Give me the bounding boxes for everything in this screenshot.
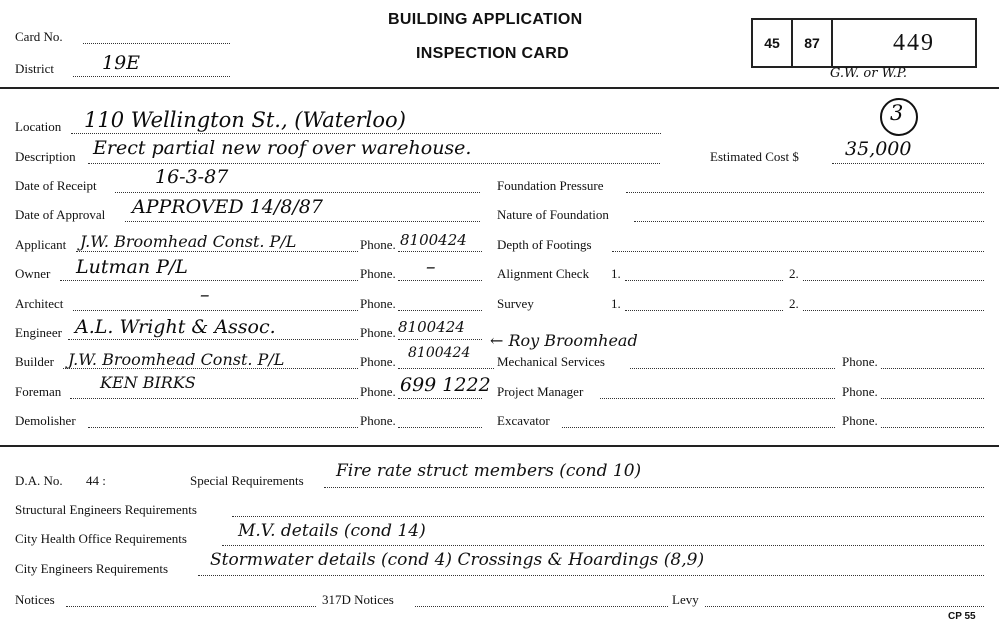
survey-line-2 — [803, 310, 984, 311]
foreman-line — [70, 398, 358, 399]
applicant-phone-line — [398, 251, 482, 252]
special-requirements-line — [324, 487, 984, 488]
notices-317d-label: 317D Notices — [322, 592, 394, 607]
engineer-line — [68, 339, 358, 340]
structural-engineers-line — [232, 516, 984, 517]
excavator-phone-label: Phone. — [842, 413, 878, 428]
owner-value: Lutman P/L — [76, 256, 188, 278]
engineer-value: A.L. Wright & Assoc. — [75, 316, 276, 338]
estimated-cost-value: 35,000 — [845, 138, 912, 160]
foundation-pressure-label: Foundation Pressure — [497, 178, 604, 193]
title-line2: INSPECTION CARD — [416, 45, 569, 62]
city-engineers-value: Stormwater details (cond 4) Crossings & Hoardings (8,9) — [210, 550, 705, 570]
foreman-phone-label: Phone. — [360, 384, 396, 399]
applicant-value: J.W. Broomhead Const. P/L — [80, 232, 297, 251]
city-health-label: City Health Office Requirements — [15, 531, 187, 546]
builder-value: J.W. Broomhead Const. P/L — [68, 350, 285, 369]
arrow-left-icon: ← — [490, 331, 504, 350]
city-health-value: M.V. details (cond 14) — [238, 521, 426, 541]
applicant-phone-label: Phone. — [360, 237, 396, 252]
owner-line — [60, 280, 358, 281]
foreman-value: KEN BIRKS — [100, 373, 196, 392]
survey-1: 1. — [611, 296, 621, 311]
builder-phone-label: Phone. — [360, 354, 396, 369]
architect-line — [73, 310, 358, 311]
notices-line — [66, 606, 316, 607]
demolisher-phone-label: Phone. — [360, 413, 396, 428]
location-label: Location — [15, 119, 62, 134]
special-requirements-label: Special Requirements — [190, 473, 304, 488]
excavator-line — [562, 427, 835, 428]
district-line — [73, 76, 230, 77]
alignment-check-2: 2. — [789, 266, 799, 281]
alignment-check-line-2 — [803, 280, 984, 281]
form-code: CP 55 — [948, 611, 976, 622]
builder-note — [490, 331, 638, 350]
notices-317d-line — [415, 606, 668, 607]
description-label: Description — [15, 149, 76, 164]
builder-label: Builder — [15, 354, 54, 369]
box-number: 449 — [893, 30, 935, 56]
demolisher-phone-line — [398, 427, 482, 428]
architect-value: – — [200, 284, 210, 306]
architect-phone-label: Phone. — [360, 296, 396, 311]
structural-engineers-label: Structural Engineers Requirements — [15, 502, 197, 517]
city-engineers-label: City Engineers Requirements — [15, 561, 169, 576]
da-no-label: D.A. No. — [15, 473, 63, 488]
estimated-cost-line — [832, 163, 984, 164]
mechanical-services-phone-line — [881, 368, 984, 369]
levy-label: Levy — [672, 592, 699, 607]
architect-phone-line — [398, 310, 482, 311]
architect-label: Architect — [15, 296, 64, 311]
city-health-line — [222, 545, 984, 546]
circled-number-value: 3 — [890, 101, 904, 125]
notices-label: Notices — [15, 592, 55, 607]
survey-line-1 — [625, 310, 783, 311]
title-line1: BUILDING APPLICATION — [388, 11, 583, 28]
card-no-label: Card No. — [15, 29, 63, 44]
mechanical-services-line — [630, 368, 835, 369]
nature-of-foundation-line — [634, 221, 984, 222]
alignment-check-label: Alignment Check — [497, 266, 590, 281]
builder-note-text: Roy Broomhead — [508, 331, 638, 350]
special-requirements-value: Fire rate struct members (cond 10) — [336, 461, 642, 481]
owner-phone-line — [398, 280, 482, 281]
engineer-phone-value: 8100424 — [398, 318, 465, 336]
nature-of-foundation-label: Nature of Foundation — [497, 207, 609, 222]
alignment-check-1: 1. — [611, 266, 621, 281]
levy-line — [705, 606, 984, 607]
card-number-box — [751, 18, 977, 68]
owner-label: Owner — [15, 266, 51, 281]
foreman-phone-value: 699 1222 — [400, 374, 491, 396]
project-manager-line — [600, 398, 835, 399]
demolisher-line — [88, 427, 358, 428]
date-of-receipt-line — [115, 192, 480, 193]
district-label: District — [15, 61, 54, 76]
date-of-receipt-label: Date of Receipt — [15, 178, 97, 193]
main-rule — [0, 445, 999, 447]
date-of-receipt-value: 16-3-87 — [155, 166, 229, 188]
depth-of-footings-line — [612, 251, 984, 252]
project-manager-phone-line — [881, 398, 984, 399]
builder-phone-value: 8100424 — [408, 345, 471, 361]
card-no-line — [83, 43, 230, 44]
foundation-pressure-line — [626, 192, 984, 193]
date-of-approval-label: Date of Approval — [15, 207, 106, 222]
city-engineers-line — [198, 575, 984, 576]
box-a: 45 — [753, 20, 793, 66]
location-value: 110 Wellington St., (Waterloo) — [84, 108, 406, 132]
mechanical-services-label: Mechanical Services — [497, 354, 605, 369]
date-of-approval-line — [125, 221, 480, 222]
description-line — [88, 163, 660, 164]
builder-phone-line — [398, 368, 494, 369]
applicant-phone-value: 8100424 — [400, 231, 467, 249]
mechanical-services-phone-label: Phone. — [842, 354, 878, 369]
owner-phone-value: – — [426, 256, 436, 278]
da-no-value: 44 : — [86, 473, 106, 488]
description-value: Erect partial new roof over warehouse. — [93, 137, 472, 159]
box-b: 87 — [793, 20, 833, 66]
foreman-phone-line — [398, 398, 482, 399]
excavator-phone-line — [881, 427, 984, 428]
engineer-phone-label: Phone. — [360, 325, 396, 340]
applicant-line — [76, 251, 358, 252]
date-of-approval-value: APPROVED 14/8/87 — [132, 196, 323, 218]
project-manager-label: Project Manager — [497, 384, 584, 399]
excavator-label: Excavator — [497, 413, 550, 428]
engineer-label: Engineer — [15, 325, 62, 340]
demolisher-label: Demolisher — [15, 413, 76, 428]
project-manager-phone-label: Phone. — [842, 384, 878, 399]
applicant-label: Applicant — [15, 237, 67, 252]
district-value: 19E — [102, 52, 141, 74]
engineer-phone-line — [398, 339, 482, 340]
location-line — [71, 133, 661, 134]
survey-2: 2. — [789, 296, 799, 311]
gw-note: G.W. or W.P. — [830, 66, 908, 81]
depth-of-footings-label: Depth of Footings — [497, 237, 592, 252]
estimated-cost-label: Estimated Cost $ — [710, 149, 799, 164]
alignment-check-line-1 — [625, 280, 783, 281]
owner-phone-label: Phone. — [360, 266, 396, 281]
survey-label: Survey — [497, 296, 534, 311]
header-rule — [0, 87, 999, 89]
foreman-label: Foreman — [15, 384, 62, 399]
